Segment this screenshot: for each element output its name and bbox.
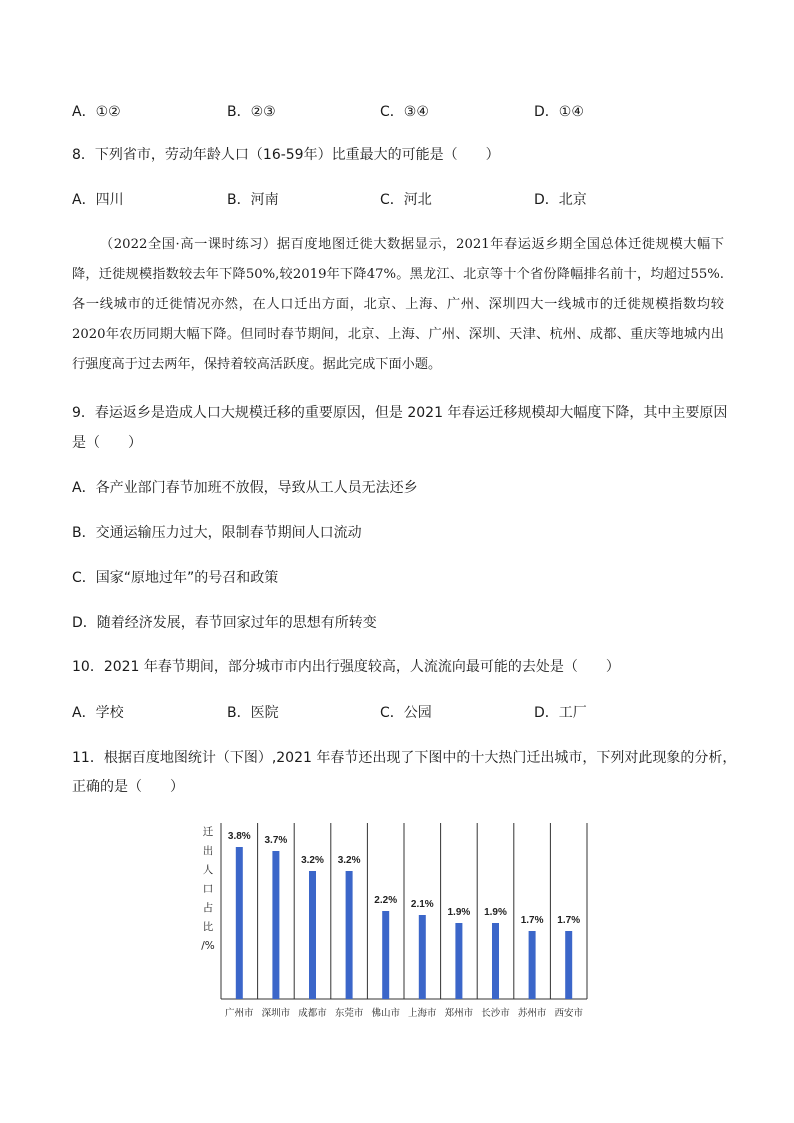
y-axis-label-char: 出 — [202, 845, 214, 857]
y-axis-label-char: 比 — [202, 921, 214, 933]
q11-stem-line1: 11．根据百度地图统计（下图）,2021 年春节还出现了下图中的十大热门迁出城市，下列对此现象的分析， — [72, 750, 737, 766]
q9-stem-line1: 9．春运返乡是造成人口大规模迁移的重要原因，但是 2021 年春运迁移规模却大幅度下降，其中主要原因 — [72, 405, 728, 421]
q10-option-c[interactable]: C．公园 — [380, 705, 432, 721]
q10-option-d[interactable]: D．工厂 — [534, 705, 587, 721]
q11-stem-line2: 正确的是（ ） — [72, 779, 184, 795]
q9-option-b[interactable]: B．交通运输压力过大，限制春节期间人口流动 — [72, 525, 362, 541]
q10-option-b[interactable]: B．医院 — [227, 705, 279, 721]
q7-option-c[interactable]: C．③④ — [380, 104, 429, 120]
x-tick-label: 郑州市 — [444, 1008, 474, 1019]
x-tick-label: 佛山市 — [371, 1008, 400, 1019]
q10-option-a[interactable]: A．学校 — [72, 705, 124, 721]
q7-option-d[interactable]: D．①④ — [534, 104, 584, 120]
q7-option-a[interactable]: A．①② — [72, 104, 121, 120]
bar-value-label: 1.9% — [447, 907, 471, 918]
bar — [346, 871, 353, 999]
bar — [236, 847, 243, 999]
bar-value-label: 3.7% — [264, 835, 288, 846]
x-tick-label: 深圳市 — [261, 1008, 291, 1019]
q7-options — [72, 101, 732, 121]
bar — [492, 923, 499, 999]
q7-option-b[interactable]: B．②③ — [227, 104, 276, 120]
q9-option-d[interactable]: D．随着经济发展，春节回家过年的思想有所转变 — [72, 615, 377, 631]
bar — [309, 871, 316, 999]
q9-stem-line2: 是（ ） — [72, 435, 142, 451]
bar — [565, 931, 572, 999]
q9-option-a[interactable]: A．各产业部门春节加班不放假，导致从工人员无法还乡 — [72, 480, 418, 496]
y-axis-label-char: 迁 — [202, 826, 214, 838]
y-axis-label-char: 人 — [202, 864, 214, 876]
bar-value-label: 1.7% — [520, 915, 544, 926]
bar — [419, 915, 426, 999]
outmigration-bar-chart — [195, 818, 595, 1028]
bar — [382, 911, 389, 999]
bar-value-label: 3.2% — [337, 855, 361, 866]
chart-y-axis-label — [201, 826, 215, 952]
x-tick-label: 上海市 — [408, 1008, 437, 1019]
x-tick-label: 成都市 — [298, 1008, 327, 1019]
y-axis-label-char: 口 — [202, 883, 214, 895]
bar — [272, 851, 279, 999]
bar-value-label: 3.2% — [301, 855, 324, 866]
bar-value-label: 1.7% — [557, 915, 581, 926]
x-tick-label: 广州市 — [225, 1008, 254, 1019]
q8-options — [72, 189, 732, 209]
q8-stem: 8．下列省市，劳动年龄人口（16-59年）比重最大的可能是（ ） — [72, 147, 500, 163]
bar — [455, 923, 462, 999]
bar — [529, 931, 536, 999]
q8-option-c[interactable]: C．河北 — [380, 192, 432, 208]
bar-value-label: 3.8% — [227, 831, 251, 842]
x-tick-label: 长沙市 — [481, 1008, 510, 1019]
bar-value-label: 2.1% — [410, 899, 434, 910]
q8-option-b[interactable]: B．河南 — [227, 192, 279, 208]
y-axis-label-char: 占 — [202, 902, 214, 914]
y-axis-label-char: /% — [201, 940, 215, 952]
q10-stem: 10．2021 年春节期间，部分城市市内出行强度较高，人流流向最可能的去处是（ ） — [72, 659, 620, 675]
q8-option-a[interactable]: A．四川 — [72, 192, 124, 208]
q9-option-c[interactable]: C．国家“原地过年”的号召和政策 — [72, 570, 279, 586]
chart-plot-area — [221, 823, 587, 1019]
x-tick-label: 西安市 — [554, 1008, 583, 1019]
reading-passage: （2022全国·高一课时练习）据百度地图迁徙大数据显示，2021年春运返乡期全国总体迁徙规模大幅下降，迁徙规模指数较去年下降50%,较2019年下降47%。黑龙江、北京等十个省份降幅排名前十，均超过55%.各一线城市的迁徙情况亦然，在人口迁出方面，北京、上海、广州、深圳四大一线城市的迁徙规模指数均较2020年农历同期大幅下降。但同时春节期间，北京、上海、广州、深圳、天津、杭州、成都、重庆等地城内出行强度高于过去两年，保持着较高活跃度。据此完成下面小题。 — [72, 237, 724, 372]
bar-value-label: 2.2% — [374, 895, 398, 906]
q8-option-d[interactable]: D．北京 — [534, 192, 587, 208]
bar-value-label: 1.9% — [484, 907, 507, 918]
x-tick-label: 苏州市 — [517, 1008, 547, 1019]
q10-options — [72, 702, 732, 722]
x-tick-label: 东莞市 — [334, 1008, 364, 1019]
